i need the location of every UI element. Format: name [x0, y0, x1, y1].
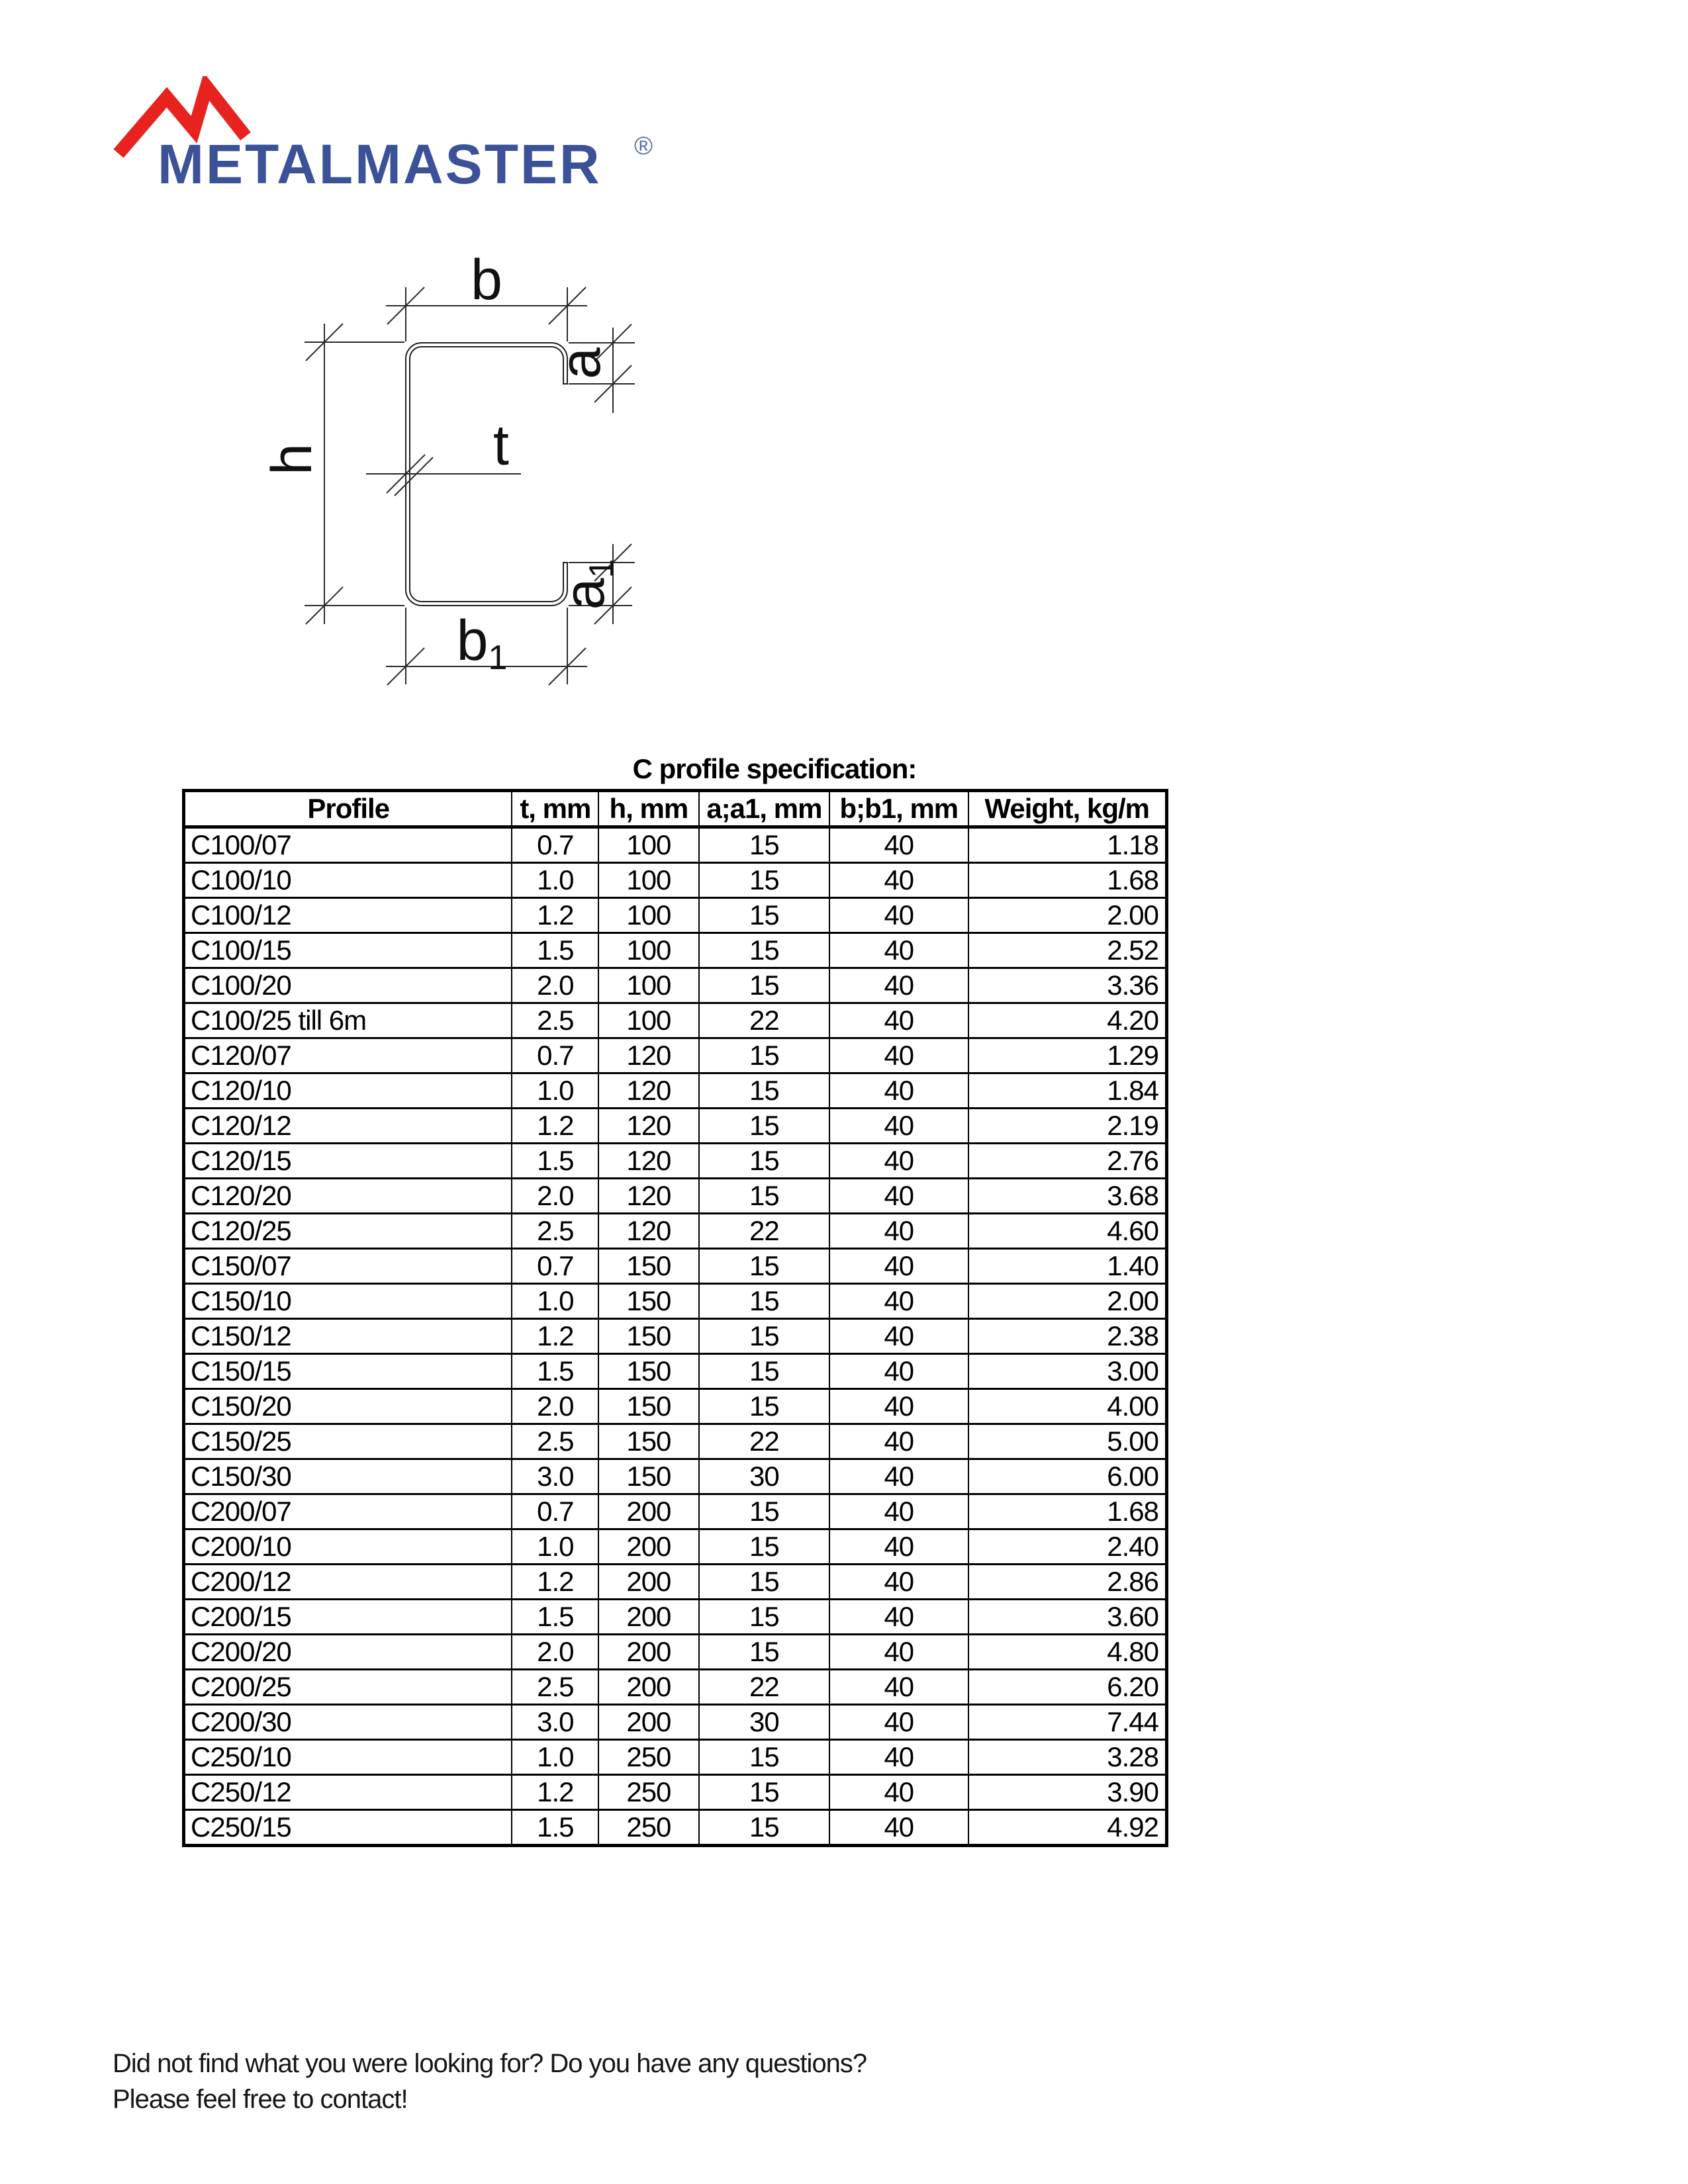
table-cell: 250: [598, 1775, 698, 1810]
table-cell: 1.2: [512, 1319, 598, 1354]
table-cell: 40: [829, 1319, 968, 1354]
table-cell: 0.7: [512, 827, 598, 863]
table-cell: C250/12: [184, 1775, 512, 1810]
table-cell: 40: [829, 1144, 968, 1179]
dimension-b1: [386, 608, 587, 685]
table-cell: 15: [699, 863, 830, 898]
table-cell: 2.00: [968, 1284, 1167, 1319]
table-cell: 120: [598, 1214, 698, 1249]
table-row: [184, 1670, 1167, 1705]
table-cell: 15: [699, 968, 830, 1003]
dimension-a1: [553, 544, 635, 624]
table-cell: 1.40: [968, 1249, 1167, 1284]
table-cell: 15: [699, 1740, 830, 1775]
table-cell: 100: [598, 827, 698, 863]
table-row: [184, 1740, 1167, 1775]
table-cell: 100: [598, 933, 698, 968]
table-cell: 40: [829, 1529, 968, 1565]
table-cell: 7.44: [968, 1705, 1167, 1740]
table-cell: 15: [699, 898, 830, 933]
table-cell: 100: [598, 898, 698, 933]
table-cell: 30: [699, 1459, 830, 1494]
table-row: [184, 827, 1167, 863]
table-cell: 40: [829, 1073, 968, 1109]
table-row: [184, 1389, 1167, 1424]
table-cell: C200/20: [184, 1635, 512, 1670]
table-cell: 40: [829, 1284, 968, 1319]
table-row: [184, 1284, 1167, 1319]
table-row: [184, 1705, 1167, 1740]
column-header-b: b;b1, mm: [829, 791, 968, 827]
table-cell: 0.7: [512, 1249, 598, 1284]
table-cell: 3.68: [968, 1179, 1167, 1214]
table-cell: 15: [699, 1249, 830, 1284]
table-row: [184, 1249, 1167, 1284]
table-cell: C250/10: [184, 1740, 512, 1775]
table-cell: C150/10: [184, 1284, 512, 1319]
table-cell: 2.86: [968, 1565, 1167, 1600]
table-cell: 3.0: [512, 1705, 598, 1740]
table-row: [184, 1424, 1167, 1459]
table-cell: 15: [699, 1319, 830, 1354]
dimension-b: [386, 251, 587, 341]
table-row: [184, 1459, 1167, 1494]
table-cell: 40: [829, 827, 968, 863]
table-cell: 3.28: [968, 1740, 1167, 1775]
table-cell: 22: [699, 1424, 830, 1459]
table-cell: 150: [598, 1354, 698, 1389]
table-cell: 120: [598, 1144, 698, 1179]
table-cell: 40: [829, 1600, 968, 1635]
table-cell: 4.92: [968, 1810, 1167, 1846]
table-cell: C250/15: [184, 1810, 512, 1846]
table-row: [184, 1565, 1167, 1600]
table-cell: 15: [699, 1389, 830, 1424]
table-cell: 1.2: [512, 1109, 598, 1144]
table-cell: 1.0: [512, 863, 598, 898]
table-cell: C120/07: [184, 1038, 512, 1073]
table-cell: 4.00: [968, 1389, 1167, 1424]
table-cell: 40: [829, 1249, 968, 1284]
table-cell: 2.0: [512, 1635, 598, 1670]
table-cell: C150/30: [184, 1459, 512, 1494]
table-cell: 1.68: [968, 863, 1167, 898]
table-cell: 5.00: [968, 1424, 1167, 1459]
table-cell: 15: [699, 1810, 830, 1846]
table-cell: 15: [699, 1284, 830, 1319]
table-cell: 15: [699, 1529, 830, 1565]
dim-label-a: a: [549, 347, 612, 379]
table-cell: 22: [699, 1003, 830, 1038]
table-cell: 1.18: [968, 827, 1167, 863]
table-cell: 15: [699, 1565, 830, 1600]
table-cell: 40: [829, 1424, 968, 1459]
table-cell: 1.68: [968, 1494, 1167, 1529]
table-cell: 2.5: [512, 1424, 598, 1459]
table-header-row: [184, 791, 1167, 827]
table-cell: 40: [829, 1740, 968, 1775]
table-cell: 3.36: [968, 968, 1167, 1003]
table-cell: C120/10: [184, 1073, 512, 1109]
table-cell: 40: [829, 1810, 968, 1846]
table-cell: 2.52: [968, 933, 1167, 968]
table-cell: C100/10: [184, 863, 512, 898]
table-cell: 0.7: [512, 1494, 598, 1529]
table-cell: 40: [829, 1109, 968, 1144]
table-cell: 120: [598, 1073, 698, 1109]
table-cell: 40: [829, 1038, 968, 1073]
table-cell: C200/30: [184, 1705, 512, 1740]
table-cell: 40: [829, 1389, 968, 1424]
table-cell: 1.5: [512, 1354, 598, 1389]
table-cell: 15: [699, 1775, 830, 1810]
dim-label-h: h: [260, 443, 324, 475]
footer-contact-text: Please feel free to contact!: [113, 2085, 408, 2114]
table-cell: 40: [829, 1494, 968, 1529]
table-cell: 1.2: [512, 898, 598, 933]
table-cell: C200/10: [184, 1529, 512, 1565]
table-cell: 3.0: [512, 1459, 598, 1494]
table-cell: 1.0: [512, 1284, 598, 1319]
table-cell: 22: [699, 1670, 830, 1705]
footer-question-text: Did not find what you were looking for? Do you have any questions?: [113, 2049, 867, 2078]
table-row: [184, 1073, 1167, 1109]
table-cell: 30: [699, 1705, 830, 1740]
table-cell: 2.40: [968, 1529, 1167, 1565]
table-cell: 150: [598, 1389, 698, 1424]
table-cell: C150/20: [184, 1389, 512, 1424]
table-cell: 0.7: [512, 1038, 598, 1073]
table-row: [184, 898, 1167, 933]
table-cell: 15: [699, 1600, 830, 1635]
table-cell: 2.0: [512, 1389, 598, 1424]
table-cell: 2.19: [968, 1109, 1167, 1144]
table-cell: 15: [699, 1179, 830, 1214]
table-cell: 40: [829, 1214, 968, 1249]
table-cell: 150: [598, 1459, 698, 1494]
column-header-t: t, mm: [512, 791, 598, 827]
table-cell: 1.5: [512, 933, 598, 968]
table-row: [184, 1635, 1167, 1670]
table-cell: C100/20: [184, 968, 512, 1003]
table-cell: 15: [699, 933, 830, 968]
table-cell: C100/12: [184, 898, 512, 933]
table-cell: 200: [598, 1529, 698, 1565]
c-profile-diagram: [252, 251, 662, 702]
table-row: [184, 1494, 1167, 1529]
table-cell: 40: [829, 1003, 968, 1038]
spec-table: [182, 789, 1168, 1847]
table-cell: 4.20: [968, 1003, 1167, 1038]
table-cell: C120/12: [184, 1109, 512, 1144]
table-cell: 40: [829, 1635, 968, 1670]
dim-label-a1: a1: [553, 559, 621, 610]
table-cell: 2.76: [968, 1144, 1167, 1179]
dim-label-b: b: [471, 251, 502, 312]
dim-label-b1: b1: [456, 609, 508, 677]
table-cell: 1.2: [512, 1565, 598, 1600]
registered-trademark-icon: ®: [634, 132, 653, 160]
table-cell: C120/20: [184, 1179, 512, 1214]
table-cell: C100/25 till 6m: [184, 1003, 512, 1038]
table-cell: C150/15: [184, 1354, 512, 1389]
table-cell: C200/15: [184, 1600, 512, 1635]
table-cell: 200: [598, 1600, 698, 1635]
table-cell: 40: [829, 968, 968, 1003]
table-cell: C200/07: [184, 1494, 512, 1529]
table-cell: 200: [598, 1635, 698, 1670]
table-cell: 15: [699, 1494, 830, 1529]
table-row: [184, 863, 1167, 898]
table-cell: 200: [598, 1494, 698, 1529]
table-cell: 40: [829, 863, 968, 898]
table-row: [184, 1810, 1167, 1846]
table-cell: C120/25: [184, 1214, 512, 1249]
table-cell: 1.5: [512, 1600, 598, 1635]
table-cell: 250: [598, 1810, 698, 1846]
table-row: [184, 968, 1167, 1003]
table-cell: 2.0: [512, 968, 598, 1003]
column-header-h: h, mm: [598, 791, 698, 827]
table-cell: 15: [699, 827, 830, 863]
table-cell: 40: [829, 1179, 968, 1214]
table-cell: 40: [829, 1705, 968, 1740]
table-row: [184, 1775, 1167, 1810]
table-cell: 40: [829, 898, 968, 933]
table-cell: 150: [598, 1424, 698, 1459]
table-cell: C200/25: [184, 1670, 512, 1705]
table-cell: 150: [598, 1319, 698, 1354]
table-cell: 15: [699, 1144, 830, 1179]
table-cell: 22: [699, 1214, 830, 1249]
table-cell: 2.38: [968, 1319, 1167, 1354]
column-header-weight: Weight, kg/m: [968, 791, 1167, 827]
table-cell: 15: [699, 1109, 830, 1144]
table-cell: 100: [598, 968, 698, 1003]
table-cell: 1.5: [512, 1144, 598, 1179]
table-cell: 1.84: [968, 1073, 1167, 1109]
table-cell: 15: [699, 1073, 830, 1109]
table-cell: 1.2: [512, 1775, 598, 1810]
table-row: [184, 1600, 1167, 1635]
dimension-a: [549, 324, 635, 413]
table-row: [184, 1038, 1167, 1073]
table-cell: 100: [598, 863, 698, 898]
table-row: [184, 1144, 1167, 1179]
table-cell: 6.00: [968, 1459, 1167, 1494]
table-cell: 200: [598, 1705, 698, 1740]
table-cell: 250: [598, 1740, 698, 1775]
table-cell: 100: [598, 1003, 698, 1038]
table-row: [184, 1179, 1167, 1214]
table-cell: 40: [829, 1775, 968, 1810]
table-cell: 2.5: [512, 1670, 598, 1705]
table-cell: 15: [699, 1354, 830, 1389]
table-cell: 2.5: [512, 1214, 598, 1249]
table-cell: 120: [598, 1038, 698, 1073]
table-cell: 40: [829, 1459, 968, 1494]
table-cell: 120: [598, 1179, 698, 1214]
table-cell: 2.5: [512, 1003, 598, 1038]
table-cell: 1.5: [512, 1810, 598, 1846]
table-cell: 200: [598, 1670, 698, 1705]
table-row: [184, 1109, 1167, 1144]
table-cell: 2.0: [512, 1179, 598, 1214]
table-cell: 3.90: [968, 1775, 1167, 1810]
table-cell: C200/12: [184, 1565, 512, 1600]
table-cell: 3.60: [968, 1600, 1167, 1635]
table-row: [184, 1214, 1167, 1249]
table-cell: 1.0: [512, 1073, 598, 1109]
table-cell: 1.0: [512, 1529, 598, 1565]
table-cell: C150/12: [184, 1319, 512, 1354]
dim-label-t: t: [493, 414, 509, 477]
table-row: [184, 933, 1167, 968]
table-cell: 15: [699, 1038, 830, 1073]
dimension-t: [366, 414, 521, 496]
table-cell: C100/15: [184, 933, 512, 968]
table-cell: C120/15: [184, 1144, 512, 1179]
table-cell: 4.60: [968, 1214, 1167, 1249]
table-cell: C100/07: [184, 827, 512, 863]
table-row: [184, 1529, 1167, 1565]
table-cell: 120: [598, 1109, 698, 1144]
table-cell: C150/25: [184, 1424, 512, 1459]
table-cell: 150: [598, 1284, 698, 1319]
table-cell: 1.29: [968, 1038, 1167, 1073]
table-cell: 1.0: [512, 1740, 598, 1775]
table-cell: 40: [829, 933, 968, 968]
table-cell: 150: [598, 1249, 698, 1284]
table-cell: 2.00: [968, 898, 1167, 933]
column-header-profile: Profile: [184, 791, 512, 827]
table-cell: 4.80: [968, 1635, 1167, 1670]
table-cell: 40: [829, 1565, 968, 1600]
table-cell: 200: [598, 1565, 698, 1600]
column-header-a: a;a1, mm: [699, 791, 830, 827]
table-row: [184, 1003, 1167, 1038]
table-row: [184, 1354, 1167, 1389]
brand-name: METALMASTER: [158, 133, 602, 195]
table-cell: 40: [829, 1670, 968, 1705]
table-row: [184, 1319, 1167, 1354]
table-cell: 6.20: [968, 1670, 1167, 1705]
table-cell: 3.00: [968, 1354, 1167, 1389]
spec-table-title: C profile specification:: [632, 753, 917, 784]
table-cell: 15: [699, 1635, 830, 1670]
table-cell: C150/07: [184, 1249, 512, 1284]
table-cell: 40: [829, 1354, 968, 1389]
